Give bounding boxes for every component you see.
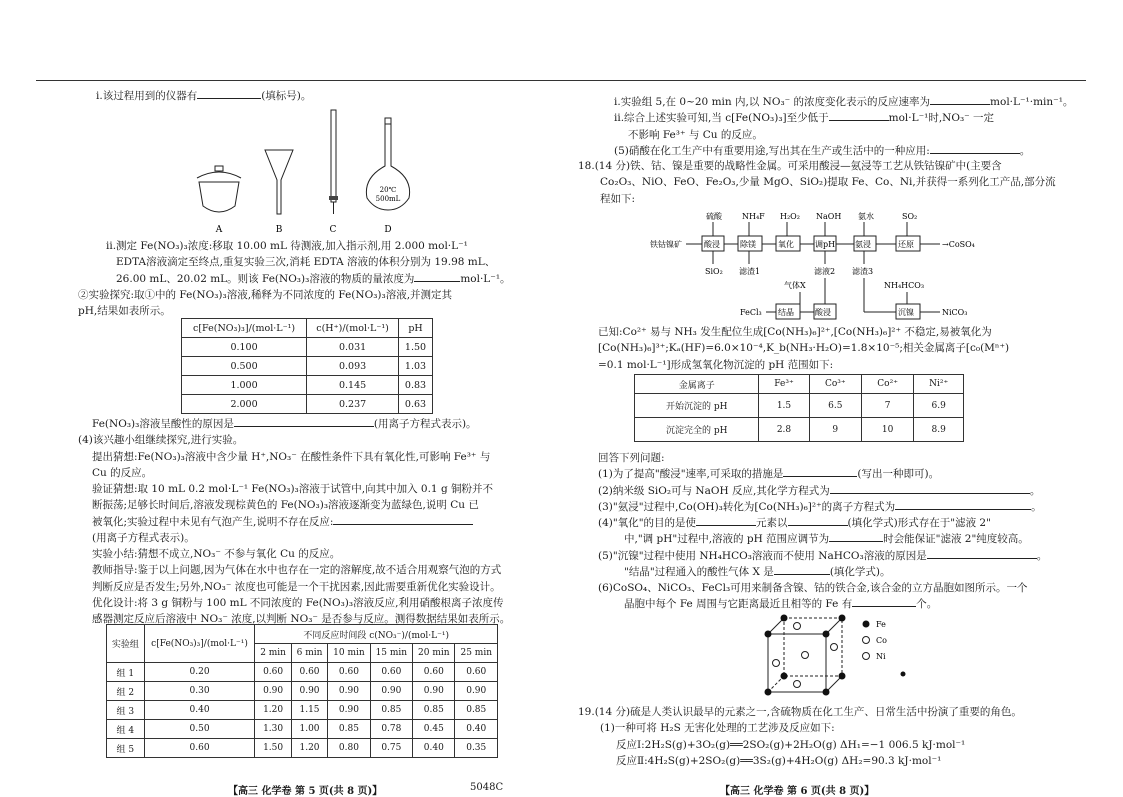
under-labels [705, 266, 873, 276]
table-header: c[Fe(NO₃)₃]/(mol·L⁻¹) [144, 625, 255, 663]
svg-text:沉镍: 沉镍 [898, 308, 914, 317]
table-row: 组 1 0.20 0.60 0.60 0.60 0.60 0.60 0.60 [107, 663, 498, 682]
q-ii-line-3: 26.00 mL、20.02 mL。则该 Fe(NO₃)₃溶液的物质的量浓度为 mol·L⁻¹。 [116, 272, 511, 285]
svg-text:酸浸: 酸浸 [704, 240, 720, 249]
q-ii-line-2: EDTA溶液滴定至终点,重复实验三次,消耗 EDTA 溶液的体积分别为 19.98 mL、 [116, 256, 496, 269]
question-line: 回答下列问题: [598, 452, 665, 464]
q4-line: 被氧化;实验过程中未见有气泡产生,说明不存在反应: [78, 514, 528, 530]
q2-line-1: ②实验探究:取①中的 Fe(NO₃)₃溶液,稀释为不同浓度的 Fe(NO₃)₃溶液,并测定其 [78, 288, 453, 301]
table-header: 实验组 [107, 625, 145, 663]
crystal-cell-figure [760, 612, 920, 704]
fecl3: FeCl₃ [740, 308, 762, 317]
svg-text:氧化: 氧化 [778, 240, 794, 249]
question-line: 晶胞中每个 Fe 周围与它距离最近且相等的 Fe 有 个。 [624, 598, 938, 611]
label-c: C [329, 225, 337, 235]
svg-text:500mL: 500mL [375, 195, 401, 203]
q4-line: 验证猜想:取 10 mL 0.2 mol·L⁻¹ Fe(NO₃)₃溶液于试管中,向其中加入 0.1 g 铜粉并不 [92, 483, 494, 496]
q-ii-line-1: ⅱ.测定 Fe(NO₃)₃浓度:移取 10.00 mL 待测液,加入指示剂,用 2.000 mol·L⁻¹ [106, 240, 468, 252]
svg-text:滤渣1: 滤渣1 [739, 267, 761, 276]
svg-text:硫酸: 硫酸 [706, 212, 722, 221]
table-row: 组 3 0.40 1.20 1.15 0.90 0.85 0.85 0.85 [107, 701, 498, 720]
nitrate-table: 实验组 c[Fe(NO₃)₃]/(mol·L⁻¹) 不同反应时间段 c(NO₃⁻)/(mol·L⁻¹) 2 min 6 min 10 min 15 min 20 min 25 min 组 1 0.20 0.60 0.60 0.60 0.60 0.60 0.60 组 2 0.30 0.90 0.90 0.90 0.90 0.90 0.90 组 3 0.40 1.20 1.15 0.90 0.85 0.85 0.85 组 4 0.50 1.30 1.00 0.85 0.78 0.45 0.40 组 5 0.60 1.50 1.20 0.80 0.75 0.40 0.35 [106, 624, 498, 758]
process-flowchart [650, 206, 1000, 324]
apparatus-figure [185, 108, 425, 238]
label-b: B [275, 225, 283, 235]
svg-text:20℃: 20℃ [379, 186, 397, 194]
known-line: [Co(NH₃)₆]³⁺;Kₐ(HF)=6.0×10⁻⁴,K_b(NH₃·H₂O)=1.8×10⁻⁵;相关金属离子[c₀(Mⁿ⁺) [598, 342, 1010, 355]
left-text-block-2 [78, 238, 526, 319]
co-atoms [794, 623, 809, 688]
q19-line: (1)一种可将 H₂S 无害化处理的工艺涉及反应如下: [600, 722, 835, 735]
known-line: =0.1 mol·L⁻¹]形成氢氧化物沉淀的 pH 范围如下: [598, 358, 834, 371]
question-line: "结晶"过程通入的酸性气体 X 是 (填化学式)。 [624, 565, 891, 578]
legend-ni: Ni [876, 652, 886, 661]
nh4hco3: NH₄HCO₃ [884, 281, 925, 290]
right-footer: 【高三 化学卷 第 6 页(共 8 页)】 [720, 786, 875, 797]
funnel-icon [265, 150, 293, 214]
question-line: 中,"调 pH"过程中,溶液的 pH 范围应调节为 时会能保证"滤液 2"纯度较高。 [624, 533, 1029, 546]
feed-label: 铁钴镍矿 [650, 240, 682, 249]
product-coso4: →CoSO₄ [942, 240, 975, 249]
svg-text:NH₄F: NH₄F [742, 212, 765, 221]
known-line: 已知:Co²⁺ 易与 NH₃ 发生配位生成[Co(NH₃)₆]²⁺,[Co(NH₃)₆]²⁺ 不稳定,易被氧化为 [598, 326, 992, 338]
q4-line: (用离子方程式表示)。 [92, 531, 195, 544]
label-a: A [215, 225, 223, 235]
volumetric-flask-icon [366, 118, 409, 210]
table-row: 2.000 0.237 0.63 [182, 395, 433, 414]
top-reagents [706, 211, 917, 221]
questions-block [598, 450, 1084, 613]
svg-text:氨浸: 氨浸 [855, 240, 871, 249]
table-row: 开始沉淀的 pH 1.5 6.5 7 6.9 [635, 394, 964, 418]
question-line: (2)纳米级 SiO₂可与 NaOH 反应,其化学方程式为 。 [598, 484, 1041, 497]
svg-text:H₂O₂: H₂O₂ [780, 212, 800, 221]
svg-text:滤渣3: 滤渣3 [852, 267, 874, 276]
table-row: 0.500 0.093 1.03 [182, 357, 433, 376]
label-d: D [384, 225, 392, 235]
question-line: (5)"沉镍"过程中使用 NH₄HCO₃溶液而不使用 NaHCO₃溶液的原因是 。 [598, 549, 1048, 562]
question-i: ⅰ.该过程用到的仪器有 (填标号)。 [96, 90, 312, 102]
svg-text:滤液2: 滤液2 [814, 267, 836, 276]
row2-steps [776, 304, 920, 319]
r-top-line: (5)硝酸在化工生产中有重要用途,写出其在生产或生活中的一种应用: 。 [614, 144, 1031, 157]
table-header: pH [399, 319, 433, 338]
r-top-line: ⅱ.综合上述实验可知,当 c[Fe(NO₃)₃]至少低于 mol·L⁻¹时,NO₃⁻ 一定 [614, 112, 995, 125]
question-line: (4)"氧化"的目的是使 元素以 (填化学式)形式存在于"滤液 2" [598, 517, 991, 530]
left-footer-code: 5048C [470, 782, 504, 793]
question-line: (1)为了提高"酸浸"速率,可采取的措施是 (写出一种即可)。 [598, 468, 940, 481]
q19-block [578, 704, 1078, 769]
left-page [96, 88, 526, 104]
ph-table [181, 318, 433, 414]
q4-line: Cu 的反应。 [92, 466, 153, 479]
q18-line: 18.(14 分)铁、钴、镍是重要的战略性金属。可采用酸浸—氨浸等工艺从铁钴镍矿中(主要含 [578, 160, 1002, 172]
q18-line: Co₂O₃、NiO、FeO、Fe₂O₃,少量 MgO、SiO₂)提取 Fe、Co、Ni,并获得一系列化工产品,部分流 [600, 176, 1056, 189]
q4-line: (4)该兴趣小组继续探究,进行实验。 [78, 434, 244, 447]
top-rule [36, 80, 1086, 81]
known-block [598, 324, 1078, 373]
table-header: c[Fe(NO₃)₃]/(mol·L⁻¹) [182, 319, 307, 338]
svg-text:NaOH: NaOH [816, 212, 842, 221]
question-line: (6)CoSO₄、NiCO₃、FeCl₃可用来制备含镍、钴的铁合金,该合金的立方晶胞如图所示。一个 [598, 582, 1028, 595]
r-top-line: 不影响 Fe³⁺ 与 Cu 的反应。 [628, 128, 763, 141]
svg-text:除镁: 除镁 [740, 240, 756, 249]
burette-icon [329, 110, 338, 214]
right-top-block [614, 94, 1084, 159]
legend-co: Co [876, 636, 887, 645]
table-row: 沉淀完全的 pH 2.8 9 10 8.9 [635, 418, 964, 442]
legend-fe: Fe [876, 620, 886, 629]
svg-text:酸浸: 酸浸 [815, 308, 831, 317]
question-line: (3)"氨浸"过程中,Co(OH)₃转化为[Co(NH₃)₆]²⁺的离子方程式为 。 [598, 500, 1042, 513]
precipitation-table: 金属离子 Fe³⁺ Co³⁺ Co²⁺ Ni²⁺ 开始沉淀的 pH 1.5 6.5 7 6.9 沉淀完全的 pH 2.8 9 10 8.9 [634, 374, 964, 442]
svg-text:SO₂: SO₂ [902, 212, 918, 221]
crucible-icon [197, 166, 241, 212]
table-row: 1.000 0.145 0.83 [182, 376, 433, 395]
q19-line: 反应Ⅱ:4H₂S(g)+2SO₂(g)══3S₂(g)+4H₂O(g) ΔH₂=90.3 kJ·mol⁻¹ [616, 754, 942, 767]
nico3: NiCO₃ [942, 308, 968, 317]
table-header: c(H⁺)/(mol·L⁻¹) [307, 319, 399, 338]
table-row: 组 5 0.60 1.50 1.20 0.80 0.75 0.40 0.35 [107, 739, 498, 758]
svg-text:调pH: 调pH [815, 240, 836, 249]
q18-intro [578, 158, 1078, 207]
q2-line-2: pH,结果如表所示。 [78, 305, 171, 318]
gas-x: 气体X [784, 281, 806, 290]
q4-line: 优化设计:将 3 g 铜粉与 100 mL 不同浓度的 Fe(NO₃)₃溶液反应,利用硝酸根离子浓度传 [92, 596, 504, 609]
svg-text:结晶: 结晶 [778, 308, 794, 317]
table-row: 0.100 0.031 1.50 [182, 338, 433, 357]
table-header: 不同反应时间段 c(NO₃⁻)/(mol·L⁻¹) [255, 625, 498, 644]
table-row: 组 4 0.50 1.30 1.00 0.85 0.78 0.45 0.40 [107, 720, 498, 739]
r-top-line: ⅰ.实验组 5,在 0~20 min 内,以 NO₃⁻ 的浓度变化表示的反应速率为 mol·L⁻¹·min⁻¹。 [614, 96, 1074, 108]
svg-text:SiO₂: SiO₂ [705, 267, 723, 276]
svg-text:还原: 还原 [898, 240, 914, 249]
table-row: 组 2 0.30 0.90 0.90 0.90 0.90 0.90 0.90 [107, 682, 498, 701]
q4-line: 判断反应是否发生;另外,NO₃⁻ 浓度也可能是一个干扰因素,因此需要重新优化实验设计。 [92, 580, 501, 593]
svg-text:氨水: 氨水 [858, 212, 874, 221]
acid-reason: Fe(NO₃)₃溶液呈酸性的原因是 (用离子方程式表示)。 [92, 418, 477, 430]
q19-line: 19.(14 分)硫是人类认识最早的元素之一,含硫物质在化工生产、日常生活中扮演了重要的角色。 [578, 706, 1022, 718]
q4-line: 提出猜想:Fe(NO₃)₃溶液中含少量 H⁺,NO₃⁻ 在酸性条件下具有氧化性,可影响 Fe³⁺ 与 [92, 450, 491, 463]
left-text-block-3 [78, 416, 528, 627]
q4-line: 感器测定反应后溶液中 NO₃⁻ 浓度,以判断 NO₃⁻ 是否参与反应。测得数据结果如表所示。 [92, 613, 511, 626]
q18-line: 程如下: [600, 192, 636, 205]
left-footer: 【高三 化学卷 第 5 页(共 8 页)】 [228, 786, 383, 797]
q19-line: 反应Ⅰ:2H₂S(g)+3O₂(g)══2SO₂(g)+2H₂O(g) ΔH₁=−1 006.5 kJ·mol⁻¹ [616, 738, 966, 751]
q4-line: 教师指导:鉴于以上问题,因为气体在水中也存在一定的溶解度,故不适合用观察气泡的方式 [92, 564, 502, 577]
q4-line: 断振荡;足够长时间后,溶液发现棕黄色的 Fe(NO₃)₃溶液逐渐变为蓝绿色,说明 Cu 已 [92, 499, 479, 512]
q4-line: 实验小结:猜想不成立,NO₃⁻ 不参与氧化 Cu 的反应。 [92, 548, 341, 561]
